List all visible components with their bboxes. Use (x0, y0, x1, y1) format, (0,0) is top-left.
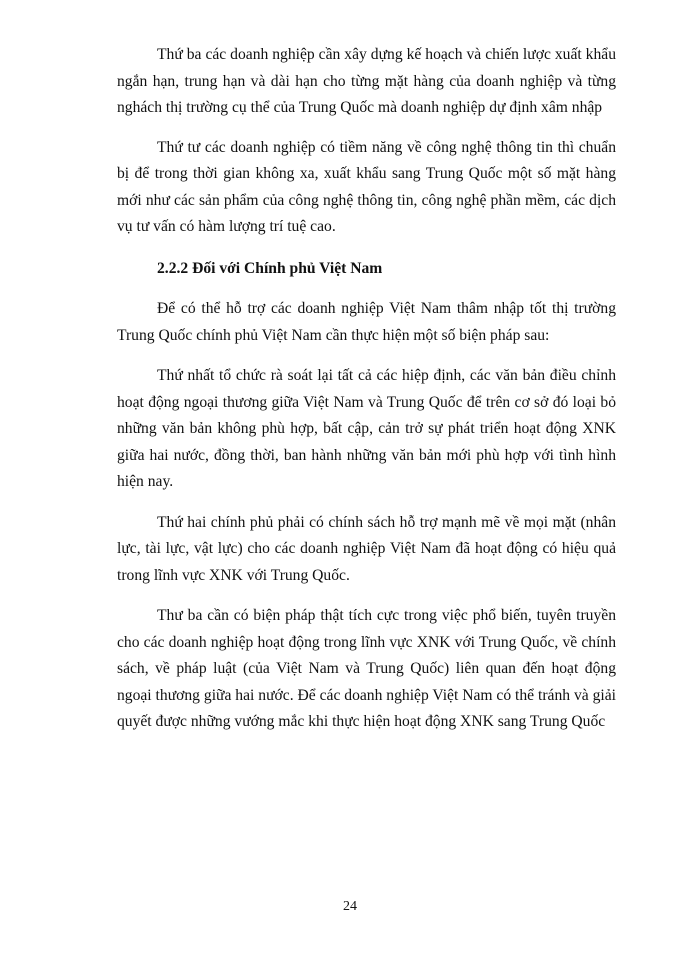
document-page (117, 42, 616, 922)
page-number: 24 (343, 899, 357, 914)
paragraph-thu-hai: Thứ hai chính phủ phải có chính sách hỗ trợ mạnh mẽ về mọi mặt (nhân lực, tài lực, vật lực) cho các doanh nghiệp Việt Nam đã hoạt động có hiệu quả trong lĩnh vực XNK với Trung Quốc. (117, 513, 616, 584)
paragraph-thu-ba-chinh-phu: Thư ba cần có biện pháp thật tích cực trong việc phổ biến, tuyên truyền cho các doanh nghiệp hoạt động trong lĩnh vực XNK với Trung Quốc, về chính sách, về pháp luật (của Việt Nam và Trung Quốc) liên quan đến hoạt động ngoại thương giữa hai nước. Để các doanh nghiệp Việt Nam có thể tránh và giải quyết được những vướng mắc khi thực hiện hoạt động XNK sang Trung Quốc (117, 607, 616, 730)
section-heading: 2.2.2 Đối với Chính phủ Việt Nam (157, 259, 383, 277)
paragraph-thu-tu-doanh-nghiep: Thứ tư các doanh nghiệp có tiềm năng về công nghệ thông tin thì chuẩn bị để trong thời gian không xa, xuất khẩu sang Trung Quốc một số mặt hàng mới như các sản phẩm của công nghệ thông tin, công nghệ phần mềm, các dịch vụ tư vấn có hàm lượng trí tuệ cao. (117, 138, 616, 235)
paragraph-thu-ba-doanh-nghiep: Thứ ba các doanh nghiệp cần xây dựng kế hoạch và chiến lược xuất khẩu ngắn hạn, trung hạn và dài hạn cho từng mặt hàng của doanh nghiệp và từng nghách thị trường cụ thể của Trung Quốc mà doanh nghiệp dự định xâm nhập (117, 46, 616, 116)
paragraph-thu-nhat: Thứ nhất tổ chức rà soát lại tất cả các hiệp định, các văn bản điều chỉnh hoạt động ngoại thương giữa Việt Nam và Trung Quốc để trên cơ sở đó loại bỏ những văn bản không phù hợp, bất cập, cản trở sự phát triển hoạt động XNK giữa hai nước, đồng thời, ban hành những văn bản mới phù hợp với tình hình hiện nay. (117, 367, 616, 490)
paragraph-intro-chinh-phu: Để có thể hỗ trợ các doanh nghiệp Việt Nam thâm nhập tốt thị trường Trung Quốc chính phủ Việt Nam cần thực hiện một số biện pháp sau: (117, 300, 616, 344)
